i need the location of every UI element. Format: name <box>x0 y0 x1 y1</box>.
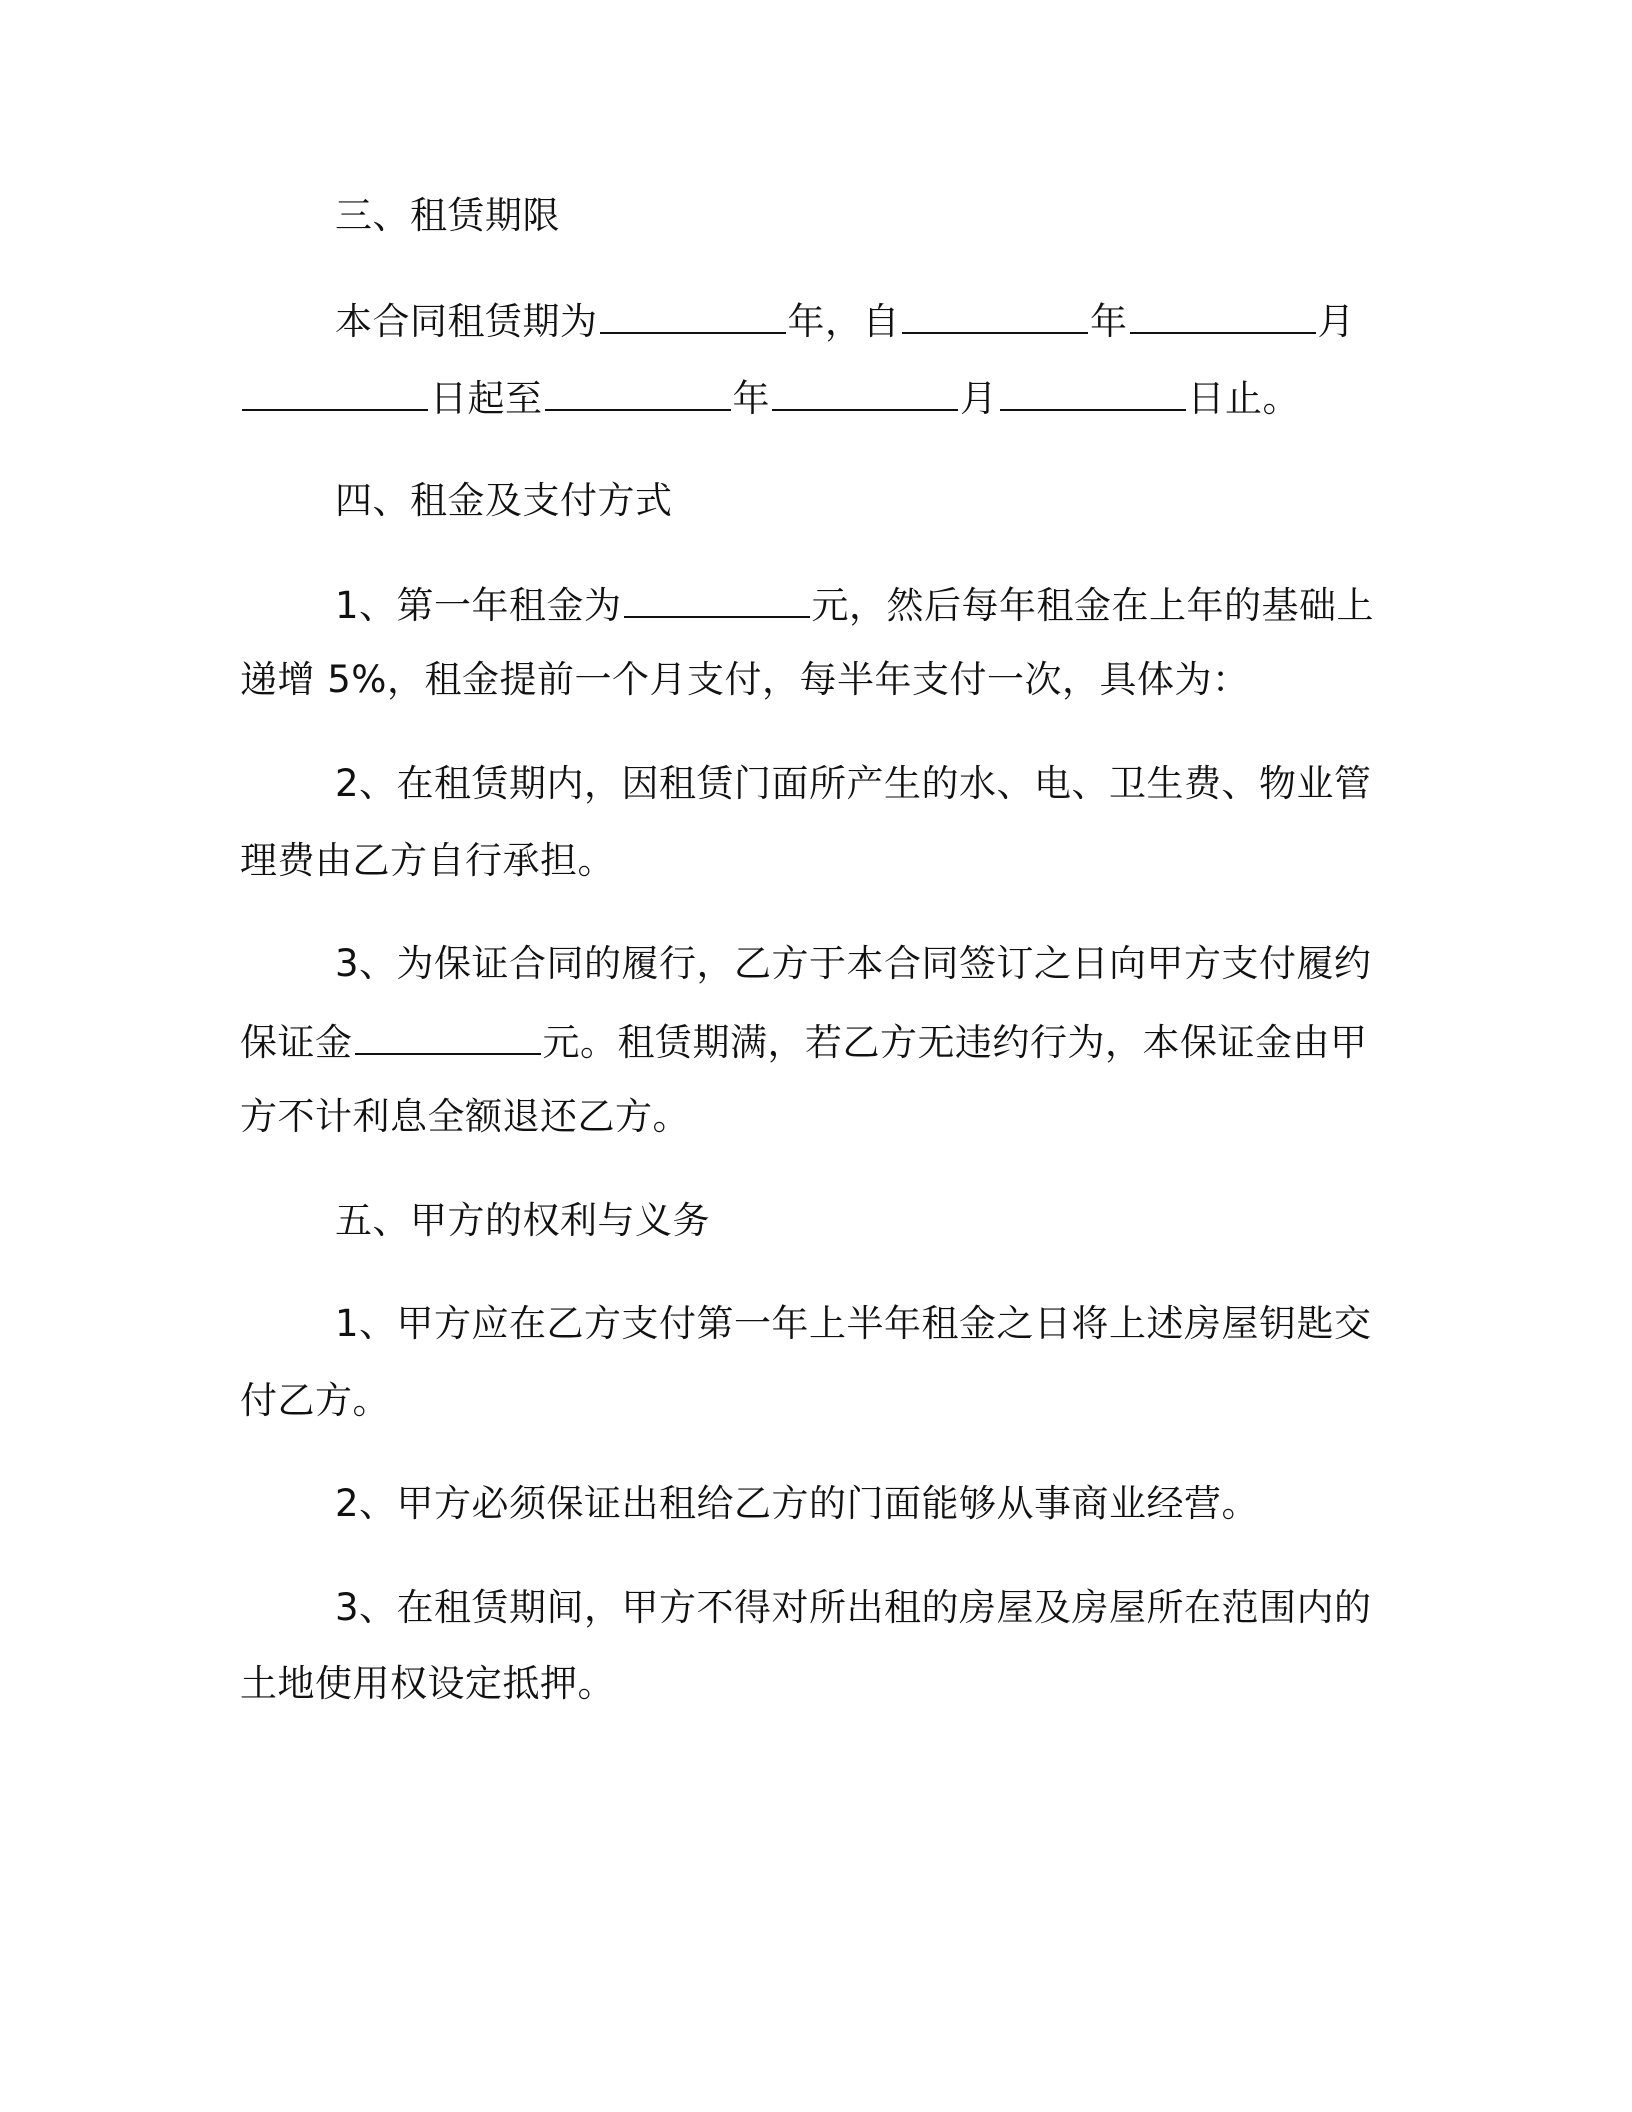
party-a-clause-3-line-2 <box>240 1660 615 1708</box>
lease-term-line-2 <box>240 373 1300 423</box>
blank-start-day <box>242 373 428 411</box>
clause-text: 方不计利息全额退还乙方。 <box>240 1095 690 1138</box>
lease-term-text: 本合同租赁期为 <box>335 300 598 343</box>
party-a-clause-3-line-1 <box>335 1584 1372 1632</box>
clause-text: 1、第一年租金为 <box>335 584 622 627</box>
clause-text: 元。租赁期满，若乙方无违约行为，本保证金由甲 <box>542 1021 1368 1064</box>
blank-first-year-rent <box>624 580 810 618</box>
rent-clause-3-line-3 <box>240 1093 690 1141</box>
section-3-heading <box>335 192 560 240</box>
blank-start-month <box>1130 296 1316 334</box>
lease-term-text: 日止。 <box>1187 377 1300 420</box>
rent-clause-2-line-2 <box>240 837 615 885</box>
clause-text: 3、为保证合同的履行，乙方于本合同签订之日向甲方支付履约 <box>335 942 1372 985</box>
lease-term-line-1 <box>335 296 1355 346</box>
blank-years <box>600 296 786 334</box>
clause-text: 保证金 <box>240 1021 353 1064</box>
clause-text: 2、甲方必须保证出租给乙方的门面能够从事商业经营。 <box>335 1482 1260 1525</box>
section-4-title: 四、租金及支付方式 <box>335 479 673 522</box>
clause-text: 元，然后每年租金在上年的基础上 <box>811 584 1375 627</box>
party-a-clause-2-line-1 <box>335 1480 1259 1528</box>
clause-text: 理费由乙方自行承担。 <box>240 839 615 882</box>
section-5-title: 五、甲方的权利与义务 <box>335 1199 710 1242</box>
clause-text: 土地使用权设定抵押。 <box>240 1662 615 1705</box>
lease-term-text: 年 <box>732 377 770 420</box>
party-a-clause-1-line-1 <box>335 1300 1372 1348</box>
clause-text: 2、在租赁期内，因租赁门面所产生的水、电、卫生费、物业管 <box>335 762 1372 805</box>
lease-term-text: 月 <box>960 377 998 420</box>
rent-clause-1-line-1 <box>335 580 1374 630</box>
rent-clause-1-line-2 <box>240 656 1249 704</box>
blank-end-year <box>545 373 731 411</box>
clause-text: 递增 5%，租金提前一个月支付，每半年支付一次，具体为： <box>240 658 1250 701</box>
lease-term-text: 日起至 <box>430 377 543 420</box>
rent-clause-3-line-2 <box>240 1017 1368 1067</box>
section-3-title: 三、租赁期限 <box>335 194 560 237</box>
rent-clause-3-line-1 <box>335 940 1372 988</box>
rent-clause-2-line-1 <box>335 760 1372 808</box>
clause-text: 1、甲方应在乙方支付第一年上半年租金之日将上述房屋钥匙交 <box>335 1302 1372 1345</box>
section-5-heading <box>335 1197 710 1245</box>
lease-term-text: 月 <box>1317 300 1355 343</box>
clause-text: 付乙方。 <box>240 1379 390 1422</box>
blank-start-year <box>902 296 1088 334</box>
section-4-heading <box>335 477 673 525</box>
blank-end-day <box>1000 373 1186 411</box>
blank-end-month <box>772 373 958 411</box>
lease-term-text: 年，自 <box>787 300 900 343</box>
party-a-clause-1-line-2 <box>240 1377 390 1425</box>
lease-term-text: 年 <box>1090 300 1128 343</box>
clause-text: 3、在租赁期间，甲方不得对所出租的房屋及房屋所在范围内的 <box>335 1586 1372 1629</box>
blank-deposit <box>355 1017 541 1055</box>
